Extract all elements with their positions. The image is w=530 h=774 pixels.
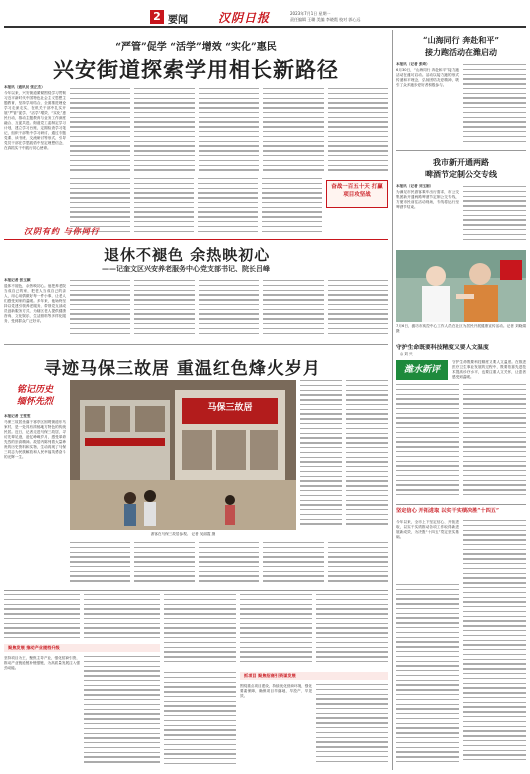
issue-date: 2023年7月1日 星期一 — [290, 11, 331, 16]
column-divider — [392, 30, 393, 770]
article-retire-title: 退休不褪色 余热映初心 — [104, 246, 271, 264]
article-hangzhou-text-right — [463, 64, 526, 148]
editor-credits: 责任编辑 王璐 美编 李晓霞 校对 郭心远 — [290, 17, 361, 22]
article-promo — [396, 508, 526, 770]
article-safety — [396, 342, 526, 502]
article-promo-text-left — [396, 584, 459, 768]
bottom-left-subhead: 聚焦发展 推动产业提档升级 — [8, 645, 60, 650]
memorial-photo-caption: 游客在马保三故居参观。 记者 吴丽霞 摄 — [150, 532, 216, 536]
history-label: 铭记历史 缅怀先烈 — [16, 385, 53, 407]
bottom-left-text-bottom — [84, 656, 160, 768]
banner-rule — [4, 239, 388, 240]
health-photo-caption: 7月6日，潍坊市疾控中心工作人员在社区为居民开展健康宣传活动。记者 刘晓娟 摄 — [396, 324, 526, 333]
article-hangzhou-title: “山海同行 奔赴和平” 接力跑活动在潍启动 — [423, 35, 499, 57]
masthead — [150, 10, 526, 26]
article-promo-text-right — [463, 520, 526, 768]
article-hangzhou-byline: 本报讯（记者 张琦） — [396, 62, 430, 66]
article-retire-text-cols — [70, 280, 388, 340]
banner-text: 汉阴有约 与你同行 — [24, 226, 100, 236]
article-main-body-col1: 今年以来，兴安街道紧紧围绕学习贯彻习近平新时代中国特色社会主义思想主题教育，坚持学用结合，全面推进理论学习走深走实，在机关干部中扎实开展“严管”促学、“活学”增效、“实化”惠民行动，推动主题教育与业务工作深度融合、互促共进。街道党工委制定学习计划，建立学习台账，定期检查学习笔记，组织干部集中学习研讨，通过专题党课、读书班、交流研讨等形式，引导党员干部在学思践悟中坚定理想信念，在真抓实干中践行初心使命。 — [4, 91, 66, 150]
bottom-mid-body: 围绕重点项目建设，持续优化营商环境，强化要素保障，确保项目早落地、早投产、早见效。 — [240, 684, 312, 698]
article-memorial-title: 寻迹马保三故居 重温红色烽火岁月 — [44, 359, 321, 379]
bottom-mid-subhead-box — [240, 672, 388, 680]
article-market-title: 我市新开通两路 啤酒节定制公交专线 — [425, 157, 497, 179]
divider-retire — [4, 344, 388, 345]
article-main-kicker: “严管”促学 “活学”增效 “实化”惠民 — [115, 42, 277, 53]
campaign-callout — [326, 180, 388, 208]
article-hangzhou-body: 6月30日，“山海同行 奔赴和平”接力跑活动在潍坊启动。活动以接力跑的形式传递和平理念，弘扬团结友爱精神，吸引了众多跑步爱好者积极参与。 — [396, 68, 459, 87]
article-market-byline: 本报讯（记者 刘玉娟） — [396, 184, 434, 188]
article-market-text-right — [463, 186, 526, 246]
article-safety-title: 守护生命既要科技精度又要人文温度 — [396, 345, 489, 351]
bottom-left-text-top — [4, 594, 160, 642]
red-banner — [4, 226, 388, 238]
article-safety-text — [396, 384, 526, 500]
bottom-left-block — [4, 594, 160, 770]
article-promo-body: 今年以来，全市上下坚定信心、开拓进取，以实干实绩推动各项工作取得新进展新成效，为决胜“十四五”奠定坚实基础。 — [396, 520, 459, 539]
article-main — [4, 30, 388, 240]
commentary-logo-box — [396, 360, 448, 380]
article-memorial-text-bottom — [70, 542, 388, 586]
page-number-box: 2 — [150, 10, 164, 24]
bottom-mid-text-bottom — [164, 672, 236, 768]
article-retire — [4, 244, 388, 342]
divider-safety — [396, 504, 526, 505]
article-memorial-text-right — [300, 380, 388, 530]
commentary-logo: 潍水新评 — [403, 365, 440, 375]
article-retire-body: 退休不褪色，余热映初心。他把养老院当成自己的家，把老人当成自己的亲人，用心用情做好每一件小事，让老人们感受到家的温暖。多年来，他始终坚持以党建引领养老服务，带领党支部成员创新服务方式，为辖区老人提供健康咨询、文化娱乐、生活照料等多样化服务，受到群众广泛好评。 — [4, 284, 66, 323]
newspaper-brand: 汉阴日报 — [218, 11, 271, 25]
article-main-byline: 本报讯（通讯员 张正杰） — [4, 85, 45, 89]
article-market — [396, 154, 526, 248]
divider-hangzhou — [396, 150, 526, 151]
bottom-mid-text-right — [316, 684, 388, 768]
bottom-left-body: 坚持项目为王，聚焦主导产业，强化招商引资，推动产业链延链补链强链，为高质量发展注入强劲动能。 — [4, 656, 80, 670]
article-safety-byline: ◎ 刘 兴 — [400, 352, 413, 356]
article-main-title: 兴安街道探索学用相长新路径 — [53, 57, 339, 82]
campaign-callout-text: 奋战一百五十天 打赢项目攻坚战 — [331, 184, 383, 198]
section-name: 要闻 — [168, 15, 188, 26]
memorial-photo-sign: 马保三故居 — [207, 403, 253, 413]
article-memorial-byline: 本报记者 王雯雯 — [4, 414, 31, 418]
header-rule — [4, 26, 526, 28]
article-retire-byline: 本报记者 张玉颖 — [4, 278, 31, 282]
bottom-mid-block — [164, 594, 388, 770]
article-safety-body: 守护生命既要科技精度又要人文温度。在推进医疗卫生事业发展的过程中，既要依靠先进技术提高诊疗水平，也要注重人文关怀，让患者感受到温暖。 — [452, 360, 526, 379]
bottom-left-subhead-box — [4, 644, 160, 652]
article-retire-subtitle: ——记奎文区兴安养老服务中心党支部书记、院长吕峰 — [102, 264, 270, 273]
bottom-mid-subhead: 抓项目 聚焦招商引资谋发展 — [244, 673, 296, 678]
bottom-mid-text-top — [164, 594, 388, 668]
health-photo-illustration — [396, 250, 526, 322]
article-promo-title: 坚定信心 开拓进取 以实干实绩决胜“十四五” — [396, 508, 499, 514]
article-hangzhou — [396, 30, 526, 150]
article-main-text-cols — [70, 88, 388, 174]
health-photo — [396, 250, 526, 322]
divider-memorial — [4, 590, 388, 591]
article-memorial-body: 马保三故居坐落于寒亭区固堤街道东马家村，是一处具有浓郁地方特色的传统民居。近日，记者走进马保三故居，寻访先辈足迹，追忆峥嵘岁月，感受革命先烈的崇高精神。故居内陈列着大量珍贵的历史资料和实物，生动再现了马保三同志为民族解放和人民幸福英勇奋斗的光辉一生。 — [4, 420, 66, 459]
memorial-photo — [70, 380, 296, 530]
article-memorial — [4, 348, 388, 588]
article-market-body: 为满足市民游客乘车出行需求，市公交集团新开通两路啤酒节定制公交专线，方便市民前往活动现场，专线将运行至啤酒节结束。 — [396, 190, 459, 209]
